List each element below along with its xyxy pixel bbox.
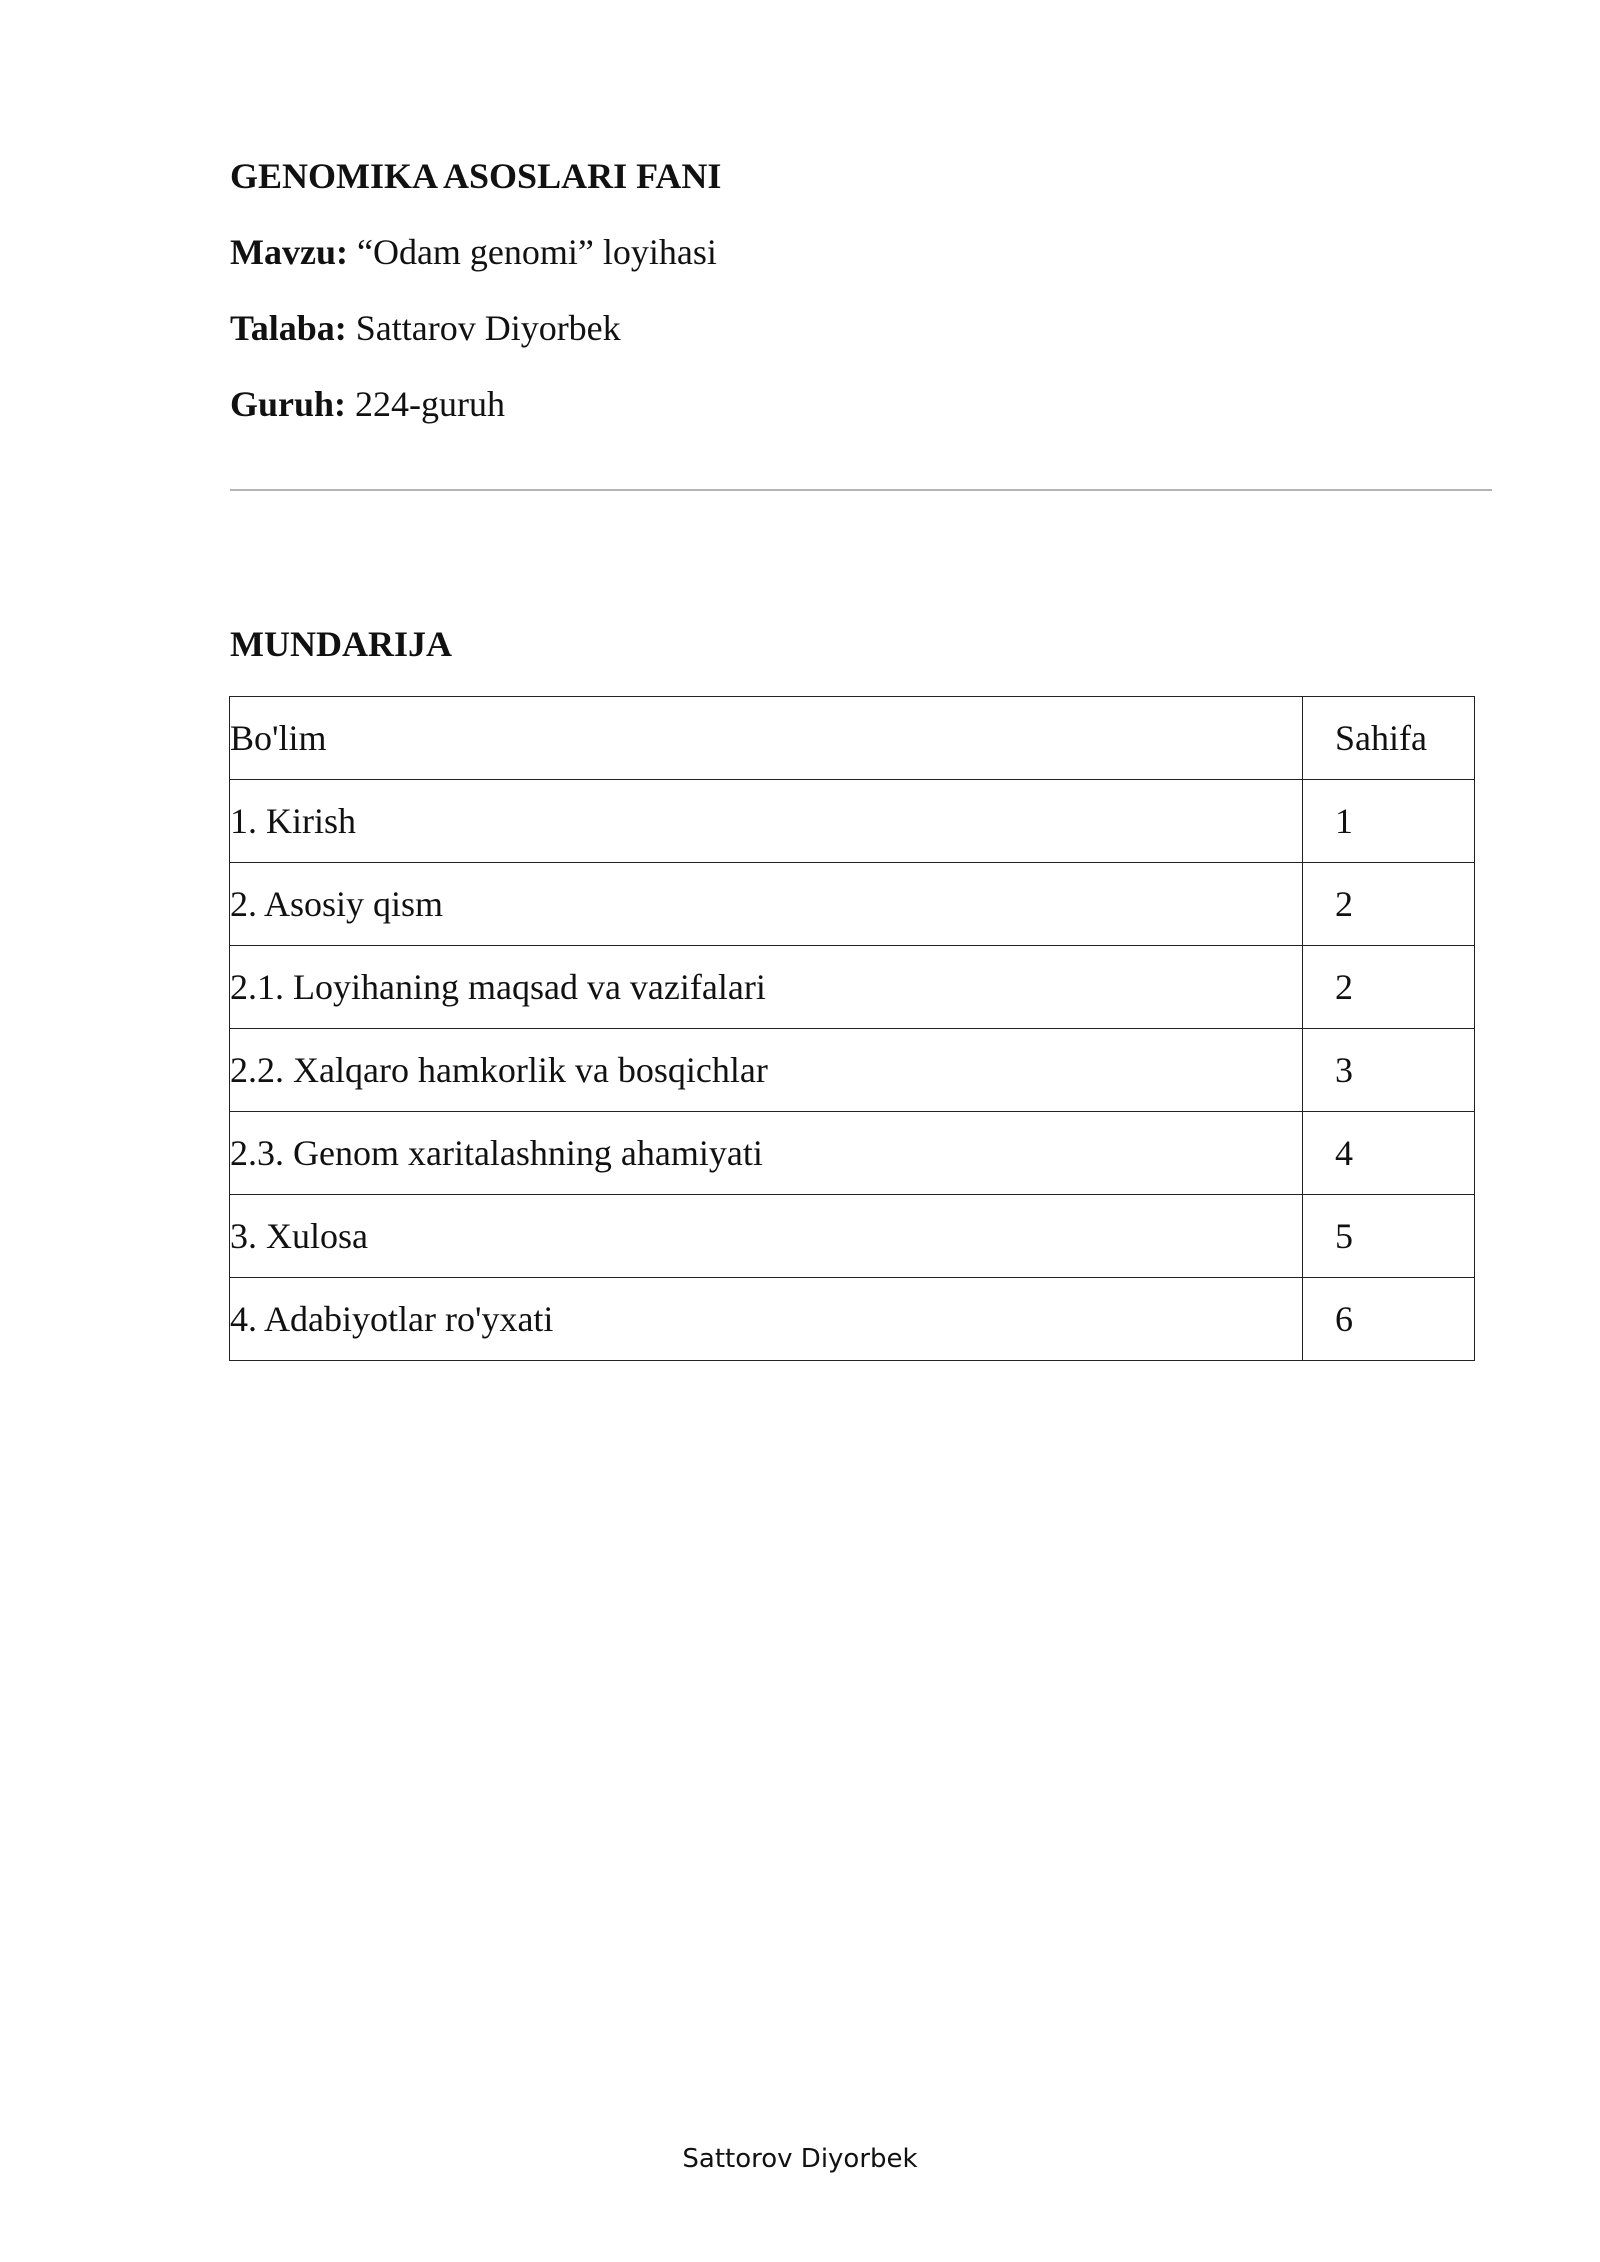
toc-section: 4. Adabiyotlar ro'yxati	[230, 1278, 1303, 1361]
toc-page: 1	[1303, 780, 1475, 863]
toc-header-section: Bo'lim	[230, 697, 1303, 780]
table-row	[230, 946, 1475, 1029]
horizontal-divider	[230, 489, 1492, 491]
toc-page: 4	[1303, 1112, 1475, 1195]
toc-section: 2.1. Loyihaning maqsad va vazifalari	[230, 946, 1303, 1029]
group-label: Guruh:	[230, 384, 347, 424]
group-line	[230, 382, 505, 426]
toc-page: 2	[1303, 946, 1475, 1029]
toc-section: 2.3. Genom xaritalashning ahamiyati	[230, 1112, 1303, 1195]
toc-page: 2	[1303, 863, 1475, 946]
toc-section: 3. Xulosa	[230, 1195, 1303, 1278]
table-row	[230, 863, 1475, 946]
table-row	[230, 1112, 1475, 1195]
group-value: 224-guruh	[346, 384, 506, 424]
toc-section: 2.2. Xalqaro hamkorlik va bosqichlar	[230, 1029, 1303, 1112]
toc-page: 5	[1303, 1195, 1475, 1278]
topic-line	[230, 230, 717, 274]
table-row	[230, 1278, 1475, 1361]
document-title: GENOMIKA ASOSLARI FANI	[230, 156, 722, 196]
table-row	[230, 1029, 1475, 1112]
student-line	[230, 306, 621, 350]
toc-table	[229, 696, 1475, 1361]
table-row	[230, 1195, 1475, 1278]
toc-page: 6	[1303, 1278, 1475, 1361]
student-label: Talaba:	[230, 308, 347, 348]
topic-label: Mavzu:	[230, 232, 348, 272]
toc-header-row	[230, 697, 1475, 780]
toc-page: 3	[1303, 1029, 1475, 1112]
toc-heading: MUNDARIJA	[230, 624, 452, 664]
student-value: Sattarov Diyorbek	[346, 308, 621, 348]
page-footer: Sattorov Diyorbek	[682, 2144, 918, 2174]
toc-header-page: Sahifa	[1303, 697, 1475, 780]
table-row	[230, 780, 1475, 863]
topic-value: “Odam genomi” loyihasi	[347, 232, 717, 272]
toc-section: 2. Asosiy qism	[230, 863, 1303, 946]
toc-section: 1. Kirish	[230, 780, 1303, 863]
